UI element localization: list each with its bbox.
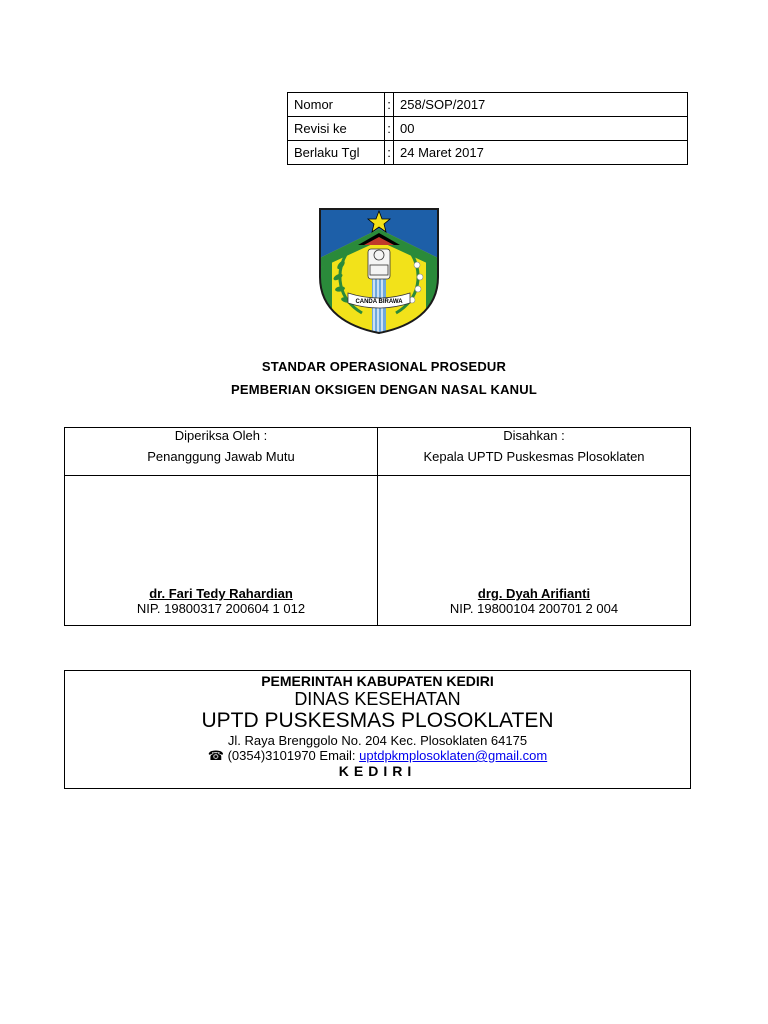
emblem-motto: CANDA BIRAWA — [355, 299, 403, 305]
examiner-cell — [65, 428, 378, 476]
approver-signature-cell — [378, 476, 691, 626]
department-name: DINAS KESEHATAN — [294, 689, 461, 709]
meta-separator: : — [385, 141, 394, 165]
meta-value: 00 — [394, 117, 688, 141]
approver-role: Kepala UPTD Puskesmas Plosoklaten — [423, 449, 645, 464]
kediri-emblem-logo — [318, 207, 440, 335]
approval-table — [64, 427, 691, 626]
meta-row-nomor — [288, 93, 688, 117]
document-title: STANDAR OPERASIONAL PROSEDUR — [261, 359, 507, 374]
meta-label: Nomor — [288, 93, 385, 117]
city-name: KEDIRI — [338, 763, 417, 779]
meta-value: 24 Maret 2017 — [394, 141, 688, 165]
meta-separator: : — [385, 93, 394, 117]
institution-letterhead — [64, 670, 691, 789]
approver-heading: Disahkan : — [503, 428, 565, 443]
examiner-role: Penanggung Jawab Mutu — [147, 449, 295, 464]
meta-label: Berlaku Tgl — [288, 141, 385, 165]
government-name: PEMERINTAH KABUPATEN KEDIRI — [261, 673, 494, 689]
meta-value: 258/SOP/2017 — [394, 93, 688, 117]
examiner-heading: Diperiksa Oleh : — [174, 428, 268, 443]
examiner-signature-cell — [65, 476, 378, 626]
approver-name: drg. Dyah Arifianti — [477, 586, 591, 601]
email-link[interactable]: uptdpkmplosoklaten@gmail.com — [359, 748, 548, 763]
phone-text: (0354)3101970 Email: — [223, 748, 360, 763]
meta-row-revisi — [288, 117, 688, 141]
contact-line — [65, 748, 690, 763]
document-subtitle: PEMBERIAN OKSIGEN DENGAN NASAL KANUL — [231, 382, 537, 397]
document-meta-table — [287, 92, 688, 165]
approver-nip: NIP. 19800104 200701 2 004 — [449, 601, 619, 616]
examiner-nip: NIP. 19800317 200604 1 012 — [136, 601, 306, 616]
meta-separator: : — [385, 117, 394, 141]
phone-icon: ☎ — [207, 748, 224, 763]
meta-label: Revisi ke — [288, 117, 385, 141]
examiner-name: dr. Fari Tedy Rahardian — [149, 586, 293, 601]
address-text: Jl. Raya Brenggolo No. 204 Kec. Plosoklaten 64175 — [227, 733, 528, 748]
meta-row-berlaku — [288, 141, 688, 165]
unit-name: UPTD PUSKESMAS PLOSOKLATEN — [201, 709, 554, 732]
approver-cell — [378, 428, 691, 476]
